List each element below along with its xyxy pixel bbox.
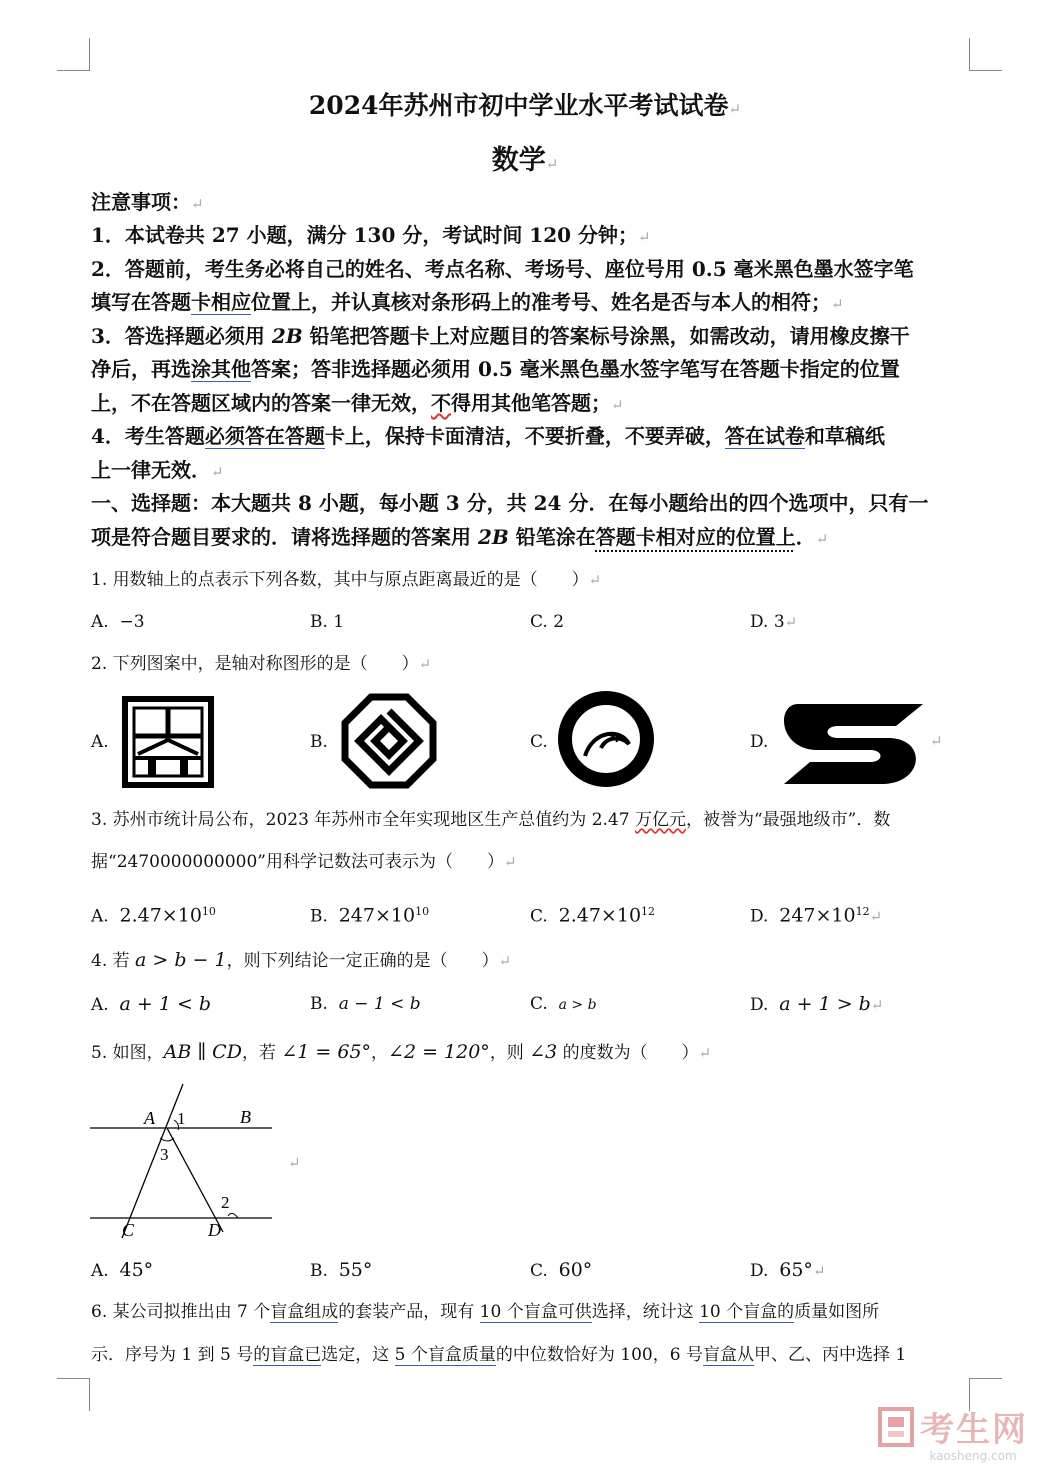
q2-pattern-c-image	[557, 690, 655, 788]
q2-option-b: B.	[310, 732, 328, 752]
q5-option-a: A. 45°	[91, 1259, 154, 1281]
q2-pattern-b-image	[341, 693, 437, 789]
q4-option-b: B. a − 1 < b	[310, 994, 421, 1014]
label-2: 2	[221, 1193, 230, 1212]
q6-stem-line-1: 6. 某公司拟推出由 7 个盲盒组成的套装产品，现有 10 个盲盒可供选择，统计这 10 个盲盒的质量如图所	[91, 1302, 880, 1322]
q3-option-c: C. $2.47\times 10^{12}$	[530, 904, 656, 927]
q3-option-a: A. $2.47\times 10^{10}$	[91, 904, 216, 927]
watermark-logo-icon	[878, 1407, 914, 1447]
q1-option-a: A. −3	[91, 612, 145, 632]
q5-option-b: B. 55°	[310, 1259, 373, 1281]
q6-stem-line-2: 示．序号为 1 到 5 号的盲盒已选定，这 5 个盲盒质量的中位数恰好为 100，6 号盲盒从甲、乙、丙中选择 1	[91, 1345, 907, 1365]
label-1: 1	[177, 1109, 186, 1128]
label-b: B	[240, 1107, 251, 1127]
crop-mark-top-right-h	[969, 70, 1002, 71]
q5-geometry-figure	[88, 1080, 274, 1244]
segment-ad	[167, 1128, 223, 1232]
notice-line-8: 上一律无效．↵	[91, 458, 224, 482]
crop-mark-bottom-left-v	[89, 1378, 90, 1411]
q3-option-b: B. $247\times 10^{10}$	[310, 904, 430, 927]
q5-option-c: C. 60°	[530, 1259, 593, 1281]
crop-mark-bottom-right-h	[969, 1378, 1002, 1379]
q4-option-a: A. a + 1 < b	[91, 993, 212, 1015]
angle-2-arc	[228, 1213, 238, 1218]
crop-mark-bottom-left-h	[57, 1378, 90, 1379]
q4-option-d: D. a + 1 > b↵	[750, 993, 884, 1015]
exam-title: 2024年苏州市初中学业水平考试试卷↵	[308, 91, 742, 120]
q2-pattern-d-image	[778, 700, 928, 788]
q5-figure-para-mark: ↵	[288, 1154, 301, 1172]
q3-stem-line-2: 据“2470000000000”用科学记数法可表示为（ ）↵	[91, 852, 517, 872]
q1-option-b: B. 1	[310, 612, 345, 632]
q2-stem: 2. 下列图案中，是轴对称图形的是（ ）↵	[91, 654, 432, 674]
crop-mark-top-right-v	[969, 38, 970, 71]
watermark	[878, 1402, 1028, 1463]
notice-line-6: 上，不在答题区域内的答案一律无效，不得用其他笔答题；↵	[91, 391, 624, 415]
notice-line-3: 填写在答题卡相应位置上，并认真核对条形码上的准考号、姓名是否与本人的相符；↵	[91, 290, 844, 314]
notice-heading: 注意事项：↵	[91, 190, 204, 214]
q5-stem: 5. 如图，AB ∥ CD，若 ∠1 = 65°，∠2 = 120°，则 ∠3 的度数为（ ）↵	[91, 1041, 712, 1063]
q2-option-c: C.	[530, 732, 548, 752]
q3-option-d: D. $247\times 10^{12}↵$	[750, 904, 883, 927]
q1-option-c: C. 2	[530, 612, 565, 632]
q4-stem: 4. 若 a > b − 1，则下列结论一定正确的是（ ）↵	[91, 949, 512, 971]
q5-option-d: D. 65°↵	[750, 1259, 826, 1281]
section-line-2: 项是符合题目要求的．请将选择题的答案用 2B 铅笔涂在答题卡相对应的位置上．↵	[91, 525, 829, 549]
q4-option-c: C. a > b	[530, 994, 597, 1014]
label-d: D	[208, 1220, 221, 1240]
q2-para-mark: ↵	[930, 732, 943, 750]
q1-option-d: D. 3↵	[750, 612, 798, 632]
exam-subject: 数学↵	[491, 145, 559, 176]
notice-line-1: 1．本试卷共 27 小题，满分 130 分，考试时间 120 分钟；↵	[91, 223, 651, 247]
notice-line-2: 2．答题前，考生务必将自己的姓名、考点名称、考场号、座位号用 0.5 毫米黑色墨水签字笔	[91, 257, 914, 281]
label-c: C	[122, 1220, 135, 1240]
notice-line-4: 3．答选择题必须用 2B 铅笔把答题卡上对应题目的答案标号涂黑，如需改动，请用橡皮擦干	[91, 324, 910, 348]
q3-stem-line-1: 3. 苏州市统计局公布，2023 年苏州市全年实现地区生产总值约为 2.47 万亿元，被誉为“最强地级市”．数	[91, 810, 891, 830]
watermark-brand: 考生网	[920, 1410, 1028, 1450]
label-a: A	[144, 1108, 155, 1128]
label-3: 3	[160, 1145, 169, 1164]
crop-mark-top-left-v	[89, 38, 90, 71]
notice-line-7: 4．考生答题必须答在答题卡上，保持卡面清洁，不要折叠，不要弄破，答在试卷和草稿纸	[91, 424, 885, 448]
notice-line-5: 净后，再选涂其他答案；答非选择题必须用 0.5 毫米黑色墨水签字笔写在答题卡指定的位置	[91, 357, 900, 381]
crop-mark-top-left-h	[57, 70, 90, 71]
q1-stem: 1. 用数轴上的点表示下列各数，其中与原点距离最近的是（ ）↵	[91, 570, 602, 590]
q2-option-a: A.	[91, 732, 109, 752]
section-line-1: 一、选择题：本大题共 8 小题，每小题 3 分，共 24 分．在每小题给出的四个选项中，只有一	[91, 491, 929, 515]
watermark-url: kaosheng.com	[929, 1449, 1017, 1463]
q2-pattern-a-image	[122, 696, 214, 788]
q2-option-d: D.	[750, 732, 769, 752]
